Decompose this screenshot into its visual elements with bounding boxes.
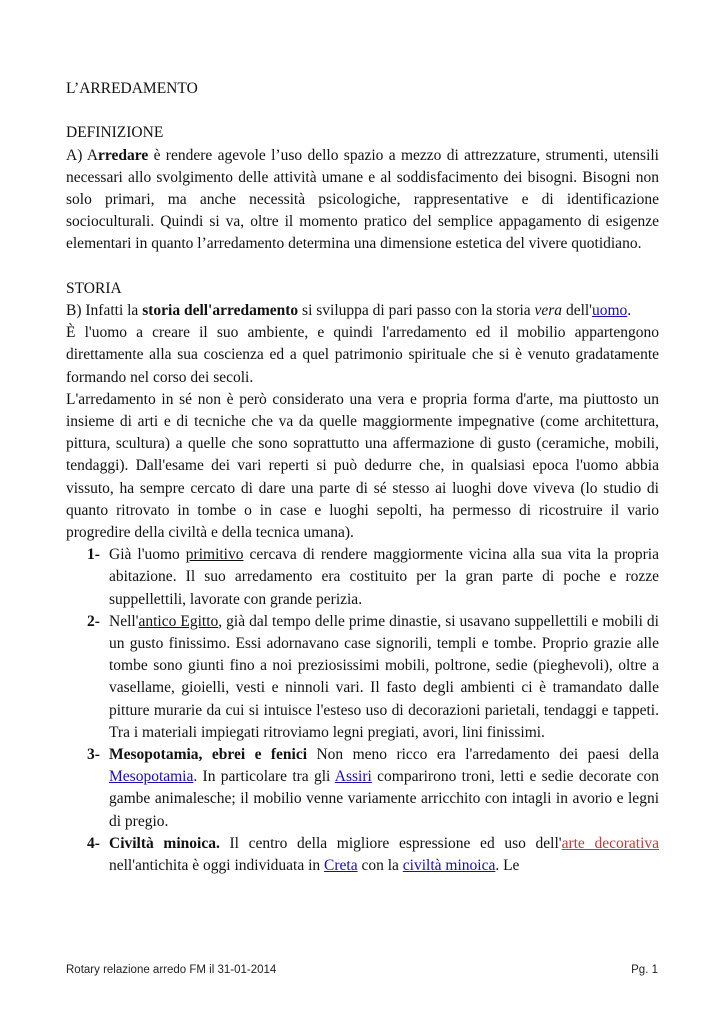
list-item-number: 4- <box>87 834 100 852</box>
list-item-number: 1- <box>87 546 100 564</box>
list-item-bold: Mesopotamia, ebrei e fenici <box>109 746 308 764</box>
list-item-text: , già dal tempo delle prime dinastie, si usavano suppellettili e mobili di un gusto finissimo. Essi adornavano case signorili, templi e tombe. Proprio grazie alle tombe sono giunti fino a noi preziosissimi mobili, poltrone, sedie (pieghevoli), oltre a vasellame, gioielli, vesti e ninnoli vari. Il fasto degli ambienti ci è tramandato dalle pitture murarie da cui si intuisce l'esteso uso di decorazioni parietali, tendaggi e tappeti. Tra i materiali impiegati ritroviamo legni pregiati, avori, lini finissimi. <box>109 612 659 741</box>
spacer <box>66 100 659 122</box>
spacer <box>66 256 659 278</box>
link-uomo[interactable]: uomo <box>591 302 628 319</box>
list-item <box>66 611 659 744</box>
list-item-text: nell'antichita è oggi individuata in <box>109 857 325 875</box>
list-item-pre: Già l'uomo <box>109 546 186 564</box>
page-footer <box>66 964 658 976</box>
list-item-text: Non meno ricco era l'arredamento dei paesi della <box>307 746 659 764</box>
history-intro-paragraph <box>66 300 659 322</box>
list-item-text: Il centro della migliore espressione ed uso dell' <box>219 834 562 852</box>
list-item-pre: Nell' <box>109 612 139 630</box>
definition-term: rredare <box>98 146 149 164</box>
list-item-underlined: antico Egitto <box>138 612 219 630</box>
history-list <box>66 544 659 877</box>
history-paragraph-2: L'arredamento in sé non è però considerato una vera e propria forma d'arte, ma piuttosto un insieme di arti e di tecniche che va da quelle maggiormente impegnative (come architettura, pittura, scultura) a quelle che sono soprattutto una affermazione di gusto (ceramiche, mobili, tendaggi). Dall'esame dei vari reperti si può dedurre che, in qualsiasi epoca l'uomo abbia vissuto, ha sempre cercato di dare una parte di sé stesso ai luoghi dove viveva (lo studio di quanto ritrovato in tombe o in case e luoghi sepolti, ha permesso di ricostruire il vario progredire della civiltà e della tecnica umana). <box>66 390 659 542</box>
list-item-bold: Civiltà minoica. <box>109 834 220 852</box>
link-assiri[interactable]: Assiri <box>334 768 372 786</box>
list-item-text: . Le <box>495 857 520 875</box>
history-intro-mid: si sviluppa di pari passo con la storia <box>298 302 535 319</box>
definition-prefix: A) A <box>66 146 99 164</box>
definition-heading: DEFINIZIONE <box>66 124 164 142</box>
history-heading: STORIA <box>66 279 122 297</box>
document-page <box>66 78 659 877</box>
list-item-number: 2- <box>87 612 100 630</box>
history-intro-italic: vera <box>534 302 563 319</box>
list-item-text: . In particolare tra gli <box>193 768 335 786</box>
history-intro-end: . <box>627 302 632 319</box>
list-item-text: comparirono troni, letti e sedie decorate con gambe animalesche; il mobilio venne variamente arricchito con intagli in avorio e legni di pregio. <box>109 768 660 830</box>
list-item <box>66 544 659 611</box>
list-item <box>66 744 659 833</box>
list-item-underlined: primitivo <box>185 546 244 564</box>
list-item-number: 3- <box>87 746 100 764</box>
document-title: L’ARREDAMENTO <box>66 80 198 97</box>
list-item <box>66 833 659 877</box>
link-civilta-minoica[interactable]: civiltà minoica <box>402 857 496 875</box>
link-mesopotamia[interactable]: Mesopotamia <box>109 768 194 786</box>
history-intro-prefix: B) Infatti la <box>66 302 143 319</box>
definition-paragraph <box>66 145 659 256</box>
footer-left: Rotary relazione arredo FM il 31-01-2014 <box>66 964 277 976</box>
history-intro-bold: storia dell'arredamento <box>142 302 299 319</box>
history-intro-after-italic: dell' <box>562 302 592 319</box>
list-item-text: cercava di rendere maggiormente vicina alla sua vita la propria abitazione. Il suo arredamento era costituito per la gran parte di poche e rozze suppellettili, lavorate con grande perizia. <box>109 546 659 608</box>
link-arte-decorativa[interactable]: arte decorativa <box>561 834 660 852</box>
definition-text: è rendere agevole l’uso dello spazio a mezzo di attrezzature, strumenti, utensili necessari allo svolgimento delle attività umane e al soddisfacimento dei bisogni. Bisogni non solo primari, ma anche necessità psicologiche, rappresentative e di identificazione socioculturali. Quindi si va, oltre il momento pratico del semplice appagamento di esigenze elementari in quanto l’arredamento determina una dimensione estetica del vivere quotidiano. <box>66 146 659 253</box>
link-creta[interactable]: Creta <box>324 857 358 875</box>
page-number: Pg. 1 <box>631 964 658 976</box>
list-item-text: con la <box>357 857 403 875</box>
history-paragraph-1: È l'uomo a creare il suo ambiente, e quindi l'arredamento ed il mobilio appartengono direttamente alla sua coscienza ed a quel patrimonio spirituale che si è venuto gradatamente formando nel corso dei secoli. <box>66 324 659 386</box>
